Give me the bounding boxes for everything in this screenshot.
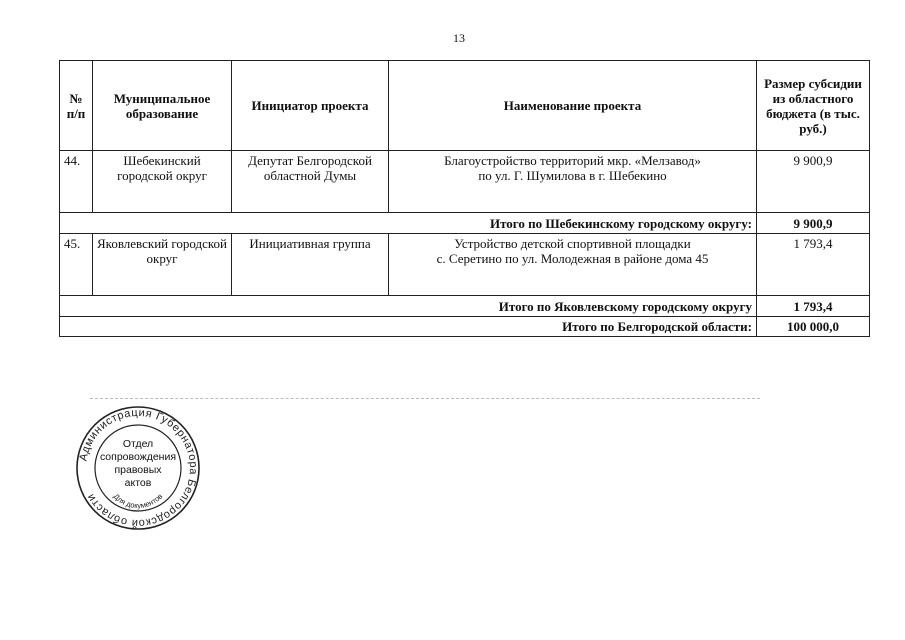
row-initiator: Депутат Белгородской областной Думы: [232, 151, 389, 213]
row-num: 45.: [60, 234, 93, 296]
page-number: 13: [453, 31, 465, 45]
subtotal-row: [60, 213, 870, 234]
row-project-line-1: Благоустройство территорий мкр. «Мелзавод»: [444, 153, 701, 168]
table-row: [60, 234, 870, 296]
row-amount: 9 900,9: [757, 151, 870, 213]
row-amount: 1 793,4: [757, 234, 870, 296]
row-project-line-1: Устройство детской спортивной площадки: [454, 236, 691, 251]
header-initiator: Инициатор проекта: [232, 61, 389, 151]
subtotal-amount: 1 793,4: [757, 296, 870, 317]
row-project: [389, 234, 757, 296]
subtotal-amount: 9 900,9: [757, 213, 870, 234]
stamp-line: Отдел: [122, 438, 154, 450]
subsidy-table: [59, 60, 870, 337]
subtotal-label: Итого по Яковлевскому городскому округу: [60, 296, 757, 317]
row-project-line-2: по ул. Г. Шумилова в г. Шебекино: [478, 168, 667, 183]
row-initiator: Инициативная группа: [232, 234, 389, 296]
stamp-line: актов: [124, 477, 152, 489]
total-row: [60, 317, 870, 337]
stamp-line: правовых: [114, 464, 162, 476]
stamp-center-text: [75, 438, 201, 490]
official-stamp: [75, 405, 201, 531]
header-num: № п/п: [60, 61, 93, 151]
table-header-row: [60, 61, 870, 151]
separator-line: [90, 398, 760, 399]
header-municipality: Муниципальное образование: [93, 61, 232, 151]
stamp-line: сопровождения: [99, 451, 177, 463]
subtotal-label: Итого по Шебекинскому городскому округу:: [60, 213, 757, 234]
stamp-inner-bottom-text: Для документов: [111, 491, 165, 511]
total-amount: 100 000,0: [757, 317, 870, 337]
stamp-ring-text: Администрация Губернатора Белгородской области: [77, 406, 200, 530]
row-municipality: Яковлевский городской округ: [93, 234, 232, 296]
row-municipality: Шебекинский городской округ: [93, 151, 232, 213]
subtotal-row: [60, 296, 870, 317]
row-num: 44.: [60, 151, 93, 213]
total-label: Итого по Белгородской области:: [60, 317, 757, 337]
row-project-line-2: с. Серетино по ул. Молодежная в районе дома 45: [436, 251, 709, 266]
header-project: Наименование проекта: [389, 61, 757, 151]
header-amount: Размер субсидии из областного бюджета (в тыс. руб.): [757, 61, 870, 151]
row-project: [389, 151, 757, 213]
table-row: [60, 151, 870, 213]
